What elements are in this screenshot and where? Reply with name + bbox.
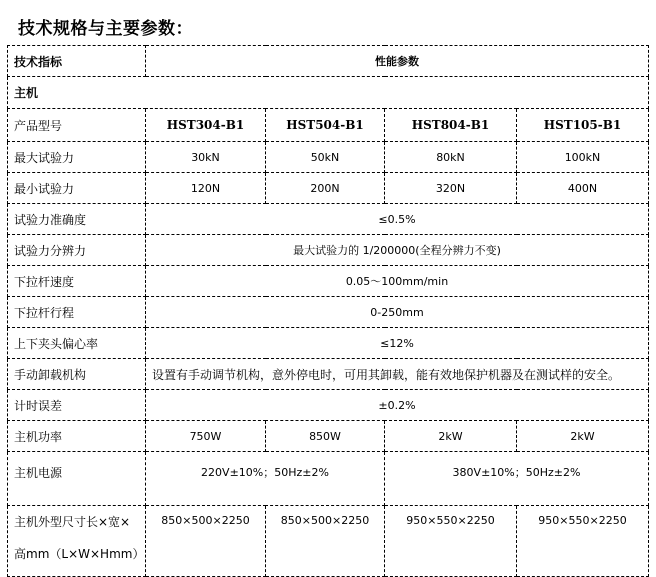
row-label: 最大试验力 — [8, 142, 146, 173]
table-row — [8, 204, 649, 235]
value-cell: 950×550×2250 — [385, 506, 517, 577]
value-cell: 最大试验力的 1/200000(全程分辨力不变) — [146, 235, 649, 266]
row-label: 下拉杆速度 — [8, 266, 146, 297]
value-cell: 80kN — [385, 142, 517, 173]
section-row — [8, 77, 649, 109]
model-cell: HST105-B1 — [517, 109, 649, 142]
row-label: 试验力准确度 — [8, 204, 146, 235]
value-cell: 100kN — [517, 142, 649, 173]
section-title: 主机 — [8, 77, 649, 109]
row-label: 产品型号 — [8, 109, 146, 142]
spec-table — [7, 45, 649, 577]
value-cell: 850×500×2250 — [146, 506, 266, 577]
model-cell: HST804-B1 — [385, 109, 517, 142]
value-cell: 0-250mm — [146, 297, 649, 328]
table-row — [8, 421, 649, 452]
table-row — [8, 142, 649, 173]
header-params: 性能参数 — [146, 46, 649, 77]
table-row — [8, 109, 649, 142]
value-cell: 950×550×2250 — [517, 506, 649, 577]
row-label-line: 高mm（L×W×Hmm） — [14, 547, 145, 561]
value-cell: 2kW — [385, 421, 517, 452]
value-cell: ±0.2% — [146, 390, 649, 421]
value-cell: ≤12% — [146, 328, 649, 359]
header-spec: 技术指标 — [8, 46, 146, 77]
value-cell: 380V±10%；50Hz±2% — [385, 452, 649, 506]
value-cell: 2kW — [517, 421, 649, 452]
page-title: 技术规格与主要参数： — [18, 19, 193, 39]
row-label: 下拉杆行程 — [8, 297, 146, 328]
row-label: 手动卸载机构 — [8, 359, 146, 390]
table-row — [8, 235, 649, 266]
value-cell: 220V±10%；50Hz±2% — [146, 452, 385, 506]
table-row — [8, 359, 649, 390]
row-label: 计时误差 — [8, 390, 146, 421]
row-label — [8, 506, 146, 577]
table-row — [8, 390, 649, 421]
value-cell: 850×500×2250 — [266, 506, 385, 577]
value-cell: 120N — [146, 173, 266, 204]
table-row — [8, 452, 649, 506]
table-row — [8, 297, 649, 328]
table-row — [8, 173, 649, 204]
model-cell: HST304-B1 — [146, 109, 266, 142]
table-row — [8, 506, 649, 577]
value-cell: 400N — [517, 173, 649, 204]
row-label-line: 主机外型尺寸长×宽× — [14, 515, 131, 529]
model-cell: HST504-B1 — [266, 109, 385, 142]
header-row — [8, 46, 649, 77]
table-row — [8, 328, 649, 359]
table-row — [8, 266, 649, 297]
value-cell: 50kN — [266, 142, 385, 173]
row-label: 主机电源 — [8, 452, 146, 506]
value-cell: 320N — [385, 173, 517, 204]
row-label: 上下夹头偏心率 — [8, 328, 146, 359]
value-cell: 850W — [266, 421, 385, 452]
value-cell: 750W — [146, 421, 266, 452]
value-cell: 0.05～100mm/min — [146, 266, 649, 297]
row-label: 试验力分辨力 — [8, 235, 146, 266]
value-cell: 30kN — [146, 142, 266, 173]
row-label: 最小试验力 — [8, 173, 146, 204]
value-cell: 设置有手动调节机构，意外停电时，可用其卸载，能有效地保护机器及在测试样的安全。 — [146, 359, 649, 390]
row-label: 主机功率 — [8, 421, 146, 452]
value-cell: 200N — [266, 173, 385, 204]
value-cell: ≤0.5% — [146, 204, 649, 235]
